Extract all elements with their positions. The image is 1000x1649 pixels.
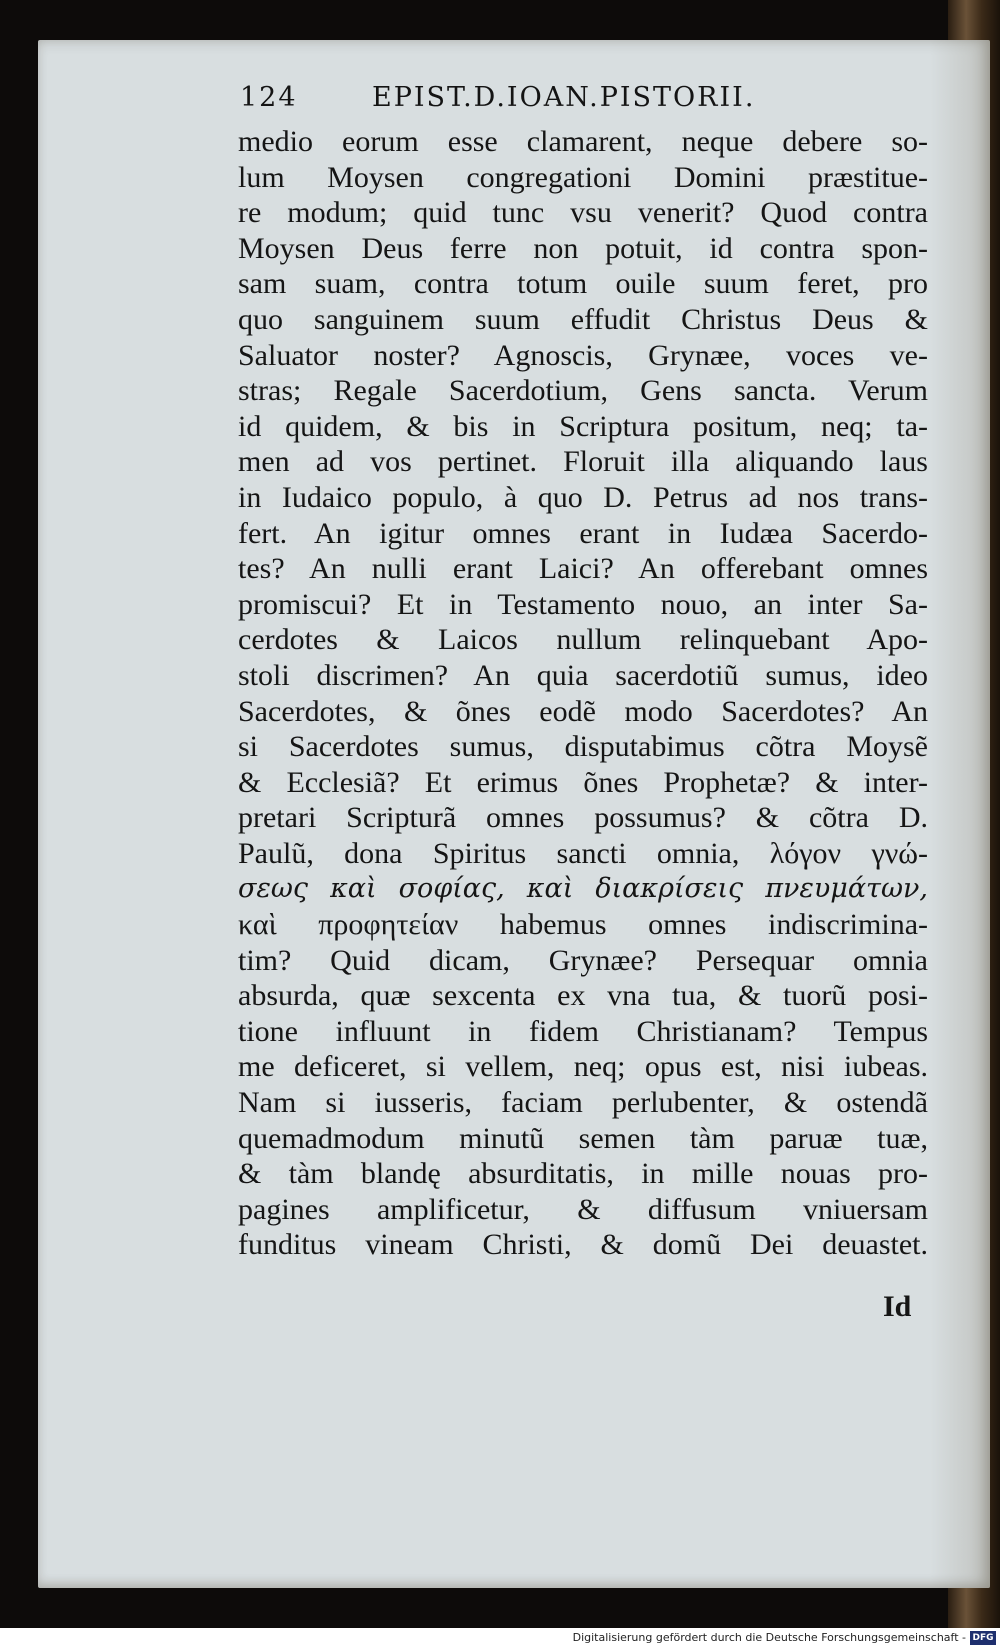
text-line: quemadmodum minutũ semen tàm paruæ tuæ,: [238, 1121, 928, 1155]
text-line: id quidem, & bis in Scriptura positum, neq; ta-: [238, 409, 928, 443]
text-line: pretari Scripturã omnes possumus? & cõtra D.: [238, 801, 928, 835]
page-gutter-shade: [930, 40, 990, 1588]
page-number: 124: [240, 82, 298, 113]
text-line: καὶ προφητείαν habemus omnes indiscrimina-: [238, 908, 928, 942]
text-line: stoli discrimen? An quia sacerdotiũ sumus, ideo: [238, 658, 928, 692]
text-line: in Iudaico populo, à quo D. Petrus ad nos trans-: [238, 480, 928, 514]
dfg-logo: DFG: [970, 1631, 996, 1645]
text-line: men ad vos pertinet. Floruit illa aliquando laus: [238, 445, 928, 479]
text-line: re modum; quid tunc vsu venerit? Quod contra: [238, 196, 928, 230]
text-line: Saluator noster? Agnoscis, Grynæe, voces ve-: [238, 338, 928, 372]
running-head: EPIST.D.IOAN.PISTORII.: [372, 82, 756, 113]
page-header: [240, 82, 940, 122]
text-line: quo sanguinem suum effudit Christus Deus &: [238, 302, 928, 336]
greek-text-line: σεως καὶ σοφίας, καὶ διακρίσεις πνευμάτων,: [238, 873, 928, 905]
text-line: Moysen Deus ferre non potuit, id contra spon-: [238, 231, 928, 265]
text-line: tim? Quid dicam, Grynæe? Persequar omnia: [238, 943, 928, 977]
text-line: Nam si iusseris, faciam perlubenter, & ostendã: [238, 1086, 928, 1120]
text-line: tes? An nulli erant Laici? An offerebant omnes: [238, 552, 928, 586]
text-line: sam suam, contra totum ouile suum feret, pro: [238, 267, 928, 301]
text-line: tione influunt in fidem Christianam? Tempus: [238, 1014, 928, 1048]
text-line: stras; Regale Sacerdotium, Gens sancta. Verum: [238, 374, 928, 408]
text-line: promiscui? Et in Testamento nouo, an inter Sa-: [238, 587, 928, 621]
text-line: & Ecclesiã? Et erimus õnes Prophetæ? & inter-: [238, 765, 928, 799]
text-line: & tàm blandę absurditatis, in mille nouas pro-: [238, 1157, 928, 1191]
catchword: Id: [883, 1290, 912, 1323]
text-line: me deficeret, si vellem, neq; opus est, nisi iubeas.: [238, 1050, 928, 1084]
body-text: [238, 124, 928, 1263]
text-line: Paulũ, dona Spiritus sancti omnia, λόγον γνώ-: [238, 836, 928, 870]
text-line: lum Moysen congregationi Domini præstitue-: [238, 160, 928, 194]
text-line: absurda, quæ sexcenta ex vna tua, & tuorũ posi-: [238, 979, 928, 1013]
text-line: si Sacerdotes sumus, disputabimus cõtra Moysẽ: [238, 730, 928, 764]
text-line: medio eorum esse clamarent, neque debere so-: [238, 125, 928, 158]
text-line: cerdotes & Laicos nullum relinquebant Apo-: [238, 623, 928, 657]
text-line: funditus vineam Christi, & domũ Dei deuastet.: [238, 1228, 928, 1262]
funding-credit: Digitalisierung gefördert durch die Deutsche Forschungsgemeinschaft -: [572, 1631, 966, 1644]
text-line: Sacerdotes, & õnes eodẽ modo Sacerdotes? An: [238, 694, 928, 728]
text-line: pagines amplificetur, & diffusum vniuersam: [238, 1192, 928, 1226]
text-line: fert. An igitur omnes erant in Iudæa Sacerdo-: [238, 516, 928, 550]
digitization-footer: [0, 1628, 1000, 1649]
